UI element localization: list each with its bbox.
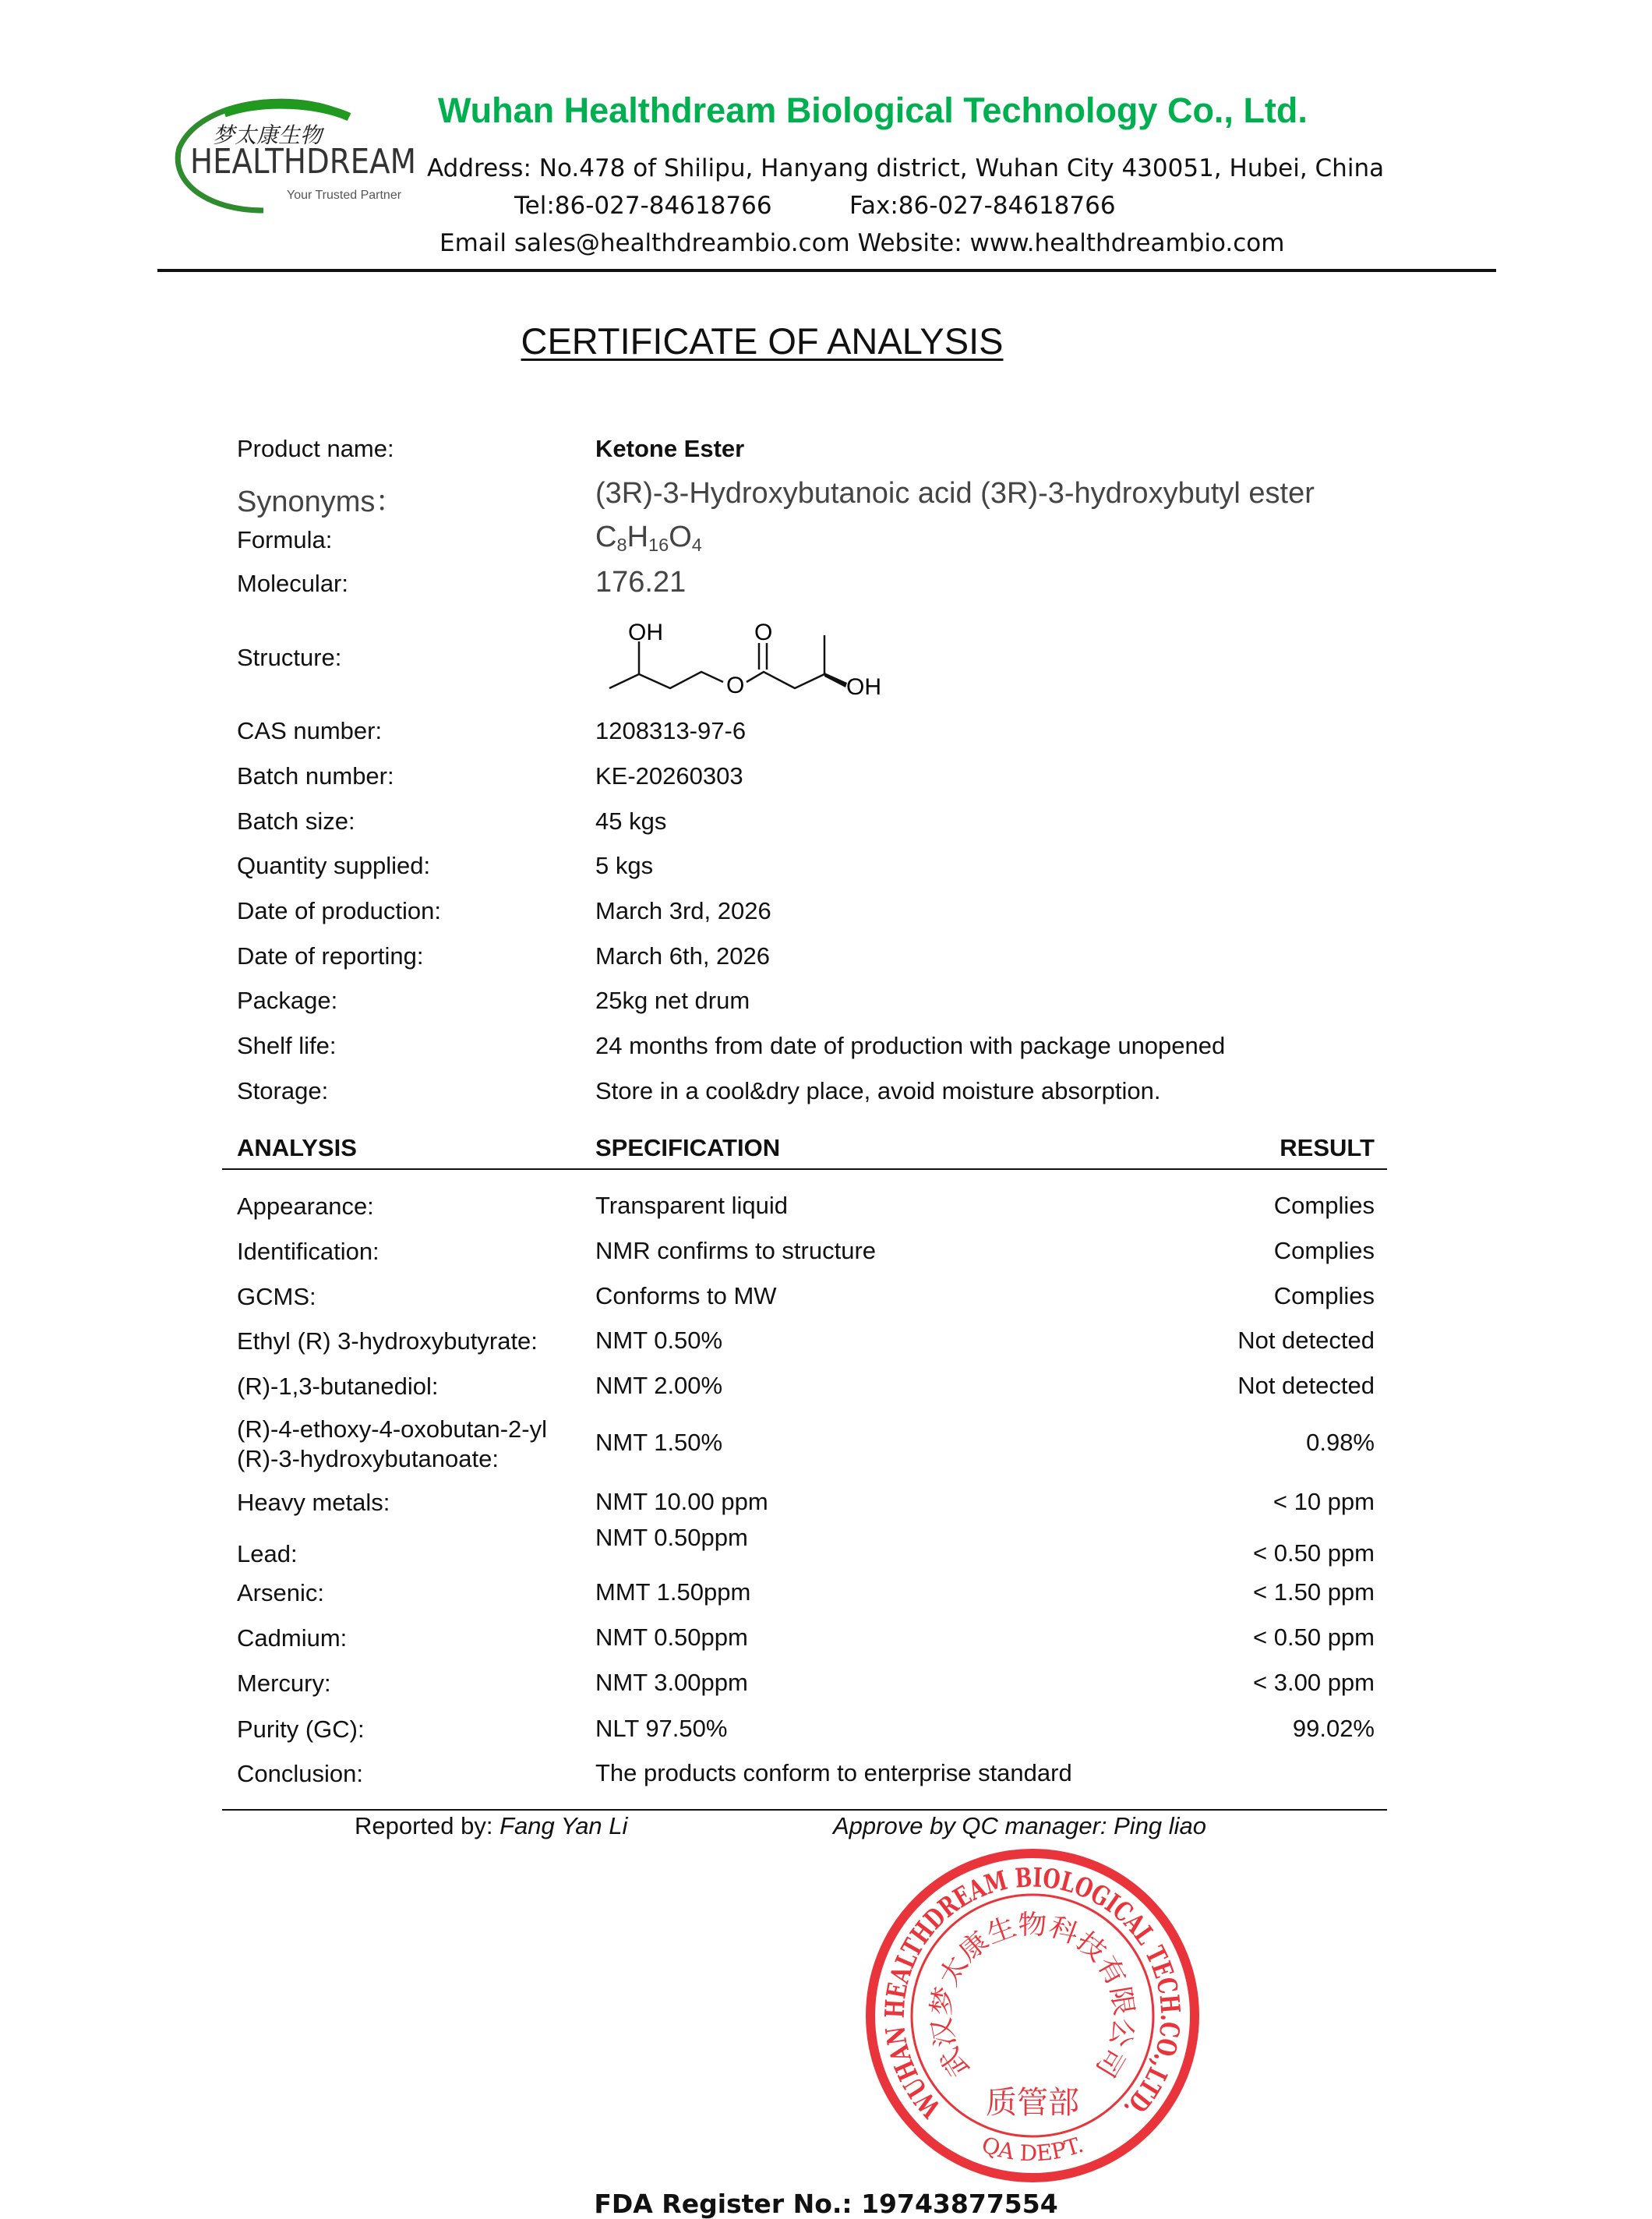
carbonyl-oxygen-label: O (754, 620, 773, 645)
logo-chinese: 梦太康生物 (213, 122, 323, 148)
analysis-header: ANALYSIS (237, 1134, 357, 1161)
analysis-result: < 10 ppm (1273, 1488, 1375, 1515)
approved-by: Approve by QC manager: Ping liao (833, 1812, 1207, 1839)
analysis-spec: NMT 0.50ppm (595, 1524, 748, 1551)
company-address: Address: No.478 of Shilipu, Hanyang district, Wuhan City 430051, Hubei, China (427, 154, 1385, 182)
stamp-inner-text: 武汉梦太康生物科技有限公司 (925, 1909, 1140, 2083)
info-value: 24 months from date of production with package unopened (595, 1032, 1226, 1059)
info-value: March 6th, 2026 (595, 942, 771, 970)
analysis-spec: NMT 1.50% (595, 1429, 723, 1456)
info-label: Batch size: (237, 807, 355, 835)
analysis-result: Not detected (1237, 1327, 1375, 1354)
analysis-result: 0.98% (1306, 1429, 1375, 1456)
info-value: 25kg net drum (595, 987, 750, 1014)
ester-oxygen-label: O (726, 673, 745, 698)
analysis-spec: NMT 0.50% (595, 1327, 723, 1354)
analysis-result: < 1.50 ppm (1253, 1578, 1375, 1606)
hydroxyl-label: OH (628, 620, 663, 645)
info-label: CAS number: (237, 717, 383, 744)
reported-by: Reported by: Fang Yan Li (355, 1812, 628, 1839)
info-label: Batch number: (237, 762, 394, 790)
company-email-website: Email sales@healthdreambio.com Website: www.healthdreambio.com (439, 229, 1285, 257)
analysis-result: < 0.50 ppm (1253, 1539, 1375, 1567)
analysis-result: Complies (1273, 1282, 1375, 1309)
hydroxyl-label: OH (846, 674, 881, 700)
stamp-outer-text: WUHAN HEALTHDREAM BIOLOGICAL TECH.CO.,LTD. (879, 1861, 1186, 2125)
info-label: Package: (237, 987, 338, 1014)
analysis-result: < 0.50 ppm (1253, 1624, 1375, 1651)
fda-register-number: FDA Register No.: 19743877554 (594, 2189, 1058, 2219)
analysis-spec: NMT 2.00% (595, 1372, 723, 1399)
analysis-spec: NMR confirms to structure (595, 1237, 877, 1264)
analysis-name: Mercury: (237, 1670, 331, 1697)
info-value: 45 kgs (595, 807, 667, 835)
analysis-spec: The products conform to enterprise standard (595, 1759, 1072, 1786)
chemical-structure (592, 612, 904, 709)
document-title: CERTIFICATE OF ANALYSIS (521, 320, 1004, 362)
info-label: Date of production: (237, 897, 441, 924)
analysis-name: (R)-1,3-butanediol: (237, 1373, 439, 1400)
molecular-label: Molecular: (237, 570, 348, 597)
analysis-result: < 3.00 ppm (1253, 1669, 1375, 1696)
analysis-name: Arsenic: (237, 1579, 324, 1606)
analysis-name: Cadmium: (237, 1624, 348, 1652)
analysis-spec: MMT 1.50ppm (595, 1578, 751, 1606)
analysis-spec: NMT 0.50ppm (595, 1624, 748, 1651)
analysis-name: Ethyl (R) 3-hydroxybutyrate: (237, 1327, 538, 1355)
company-logo (170, 94, 419, 218)
company-seal-stamp (861, 1844, 1204, 2187)
logo-tagline: Your Trusted Partner (287, 189, 402, 202)
analysis-name: Purity (GC): (237, 1715, 365, 1743)
analysis-spec: NLT 97.50% (595, 1715, 728, 1742)
info-label: Storage: (237, 1077, 329, 1104)
info-label: Quantity supplied: (237, 852, 431, 879)
analysis-spec: NMT 3.00ppm (595, 1669, 748, 1696)
analysis-spec: Conforms to MW (595, 1282, 777, 1309)
analysis-name: Appearance: (237, 1193, 374, 1220)
analysis-result: Complies (1273, 1237, 1375, 1264)
analysis-name: Conclusion: (237, 1760, 363, 1787)
synonyms-label: Synonyms： (237, 486, 405, 518)
specification-header: SPECIFICATION (595, 1134, 781, 1161)
analysis-result: 99.02% (1292, 1715, 1375, 1742)
analysis-name: (R)-4-ethoxy-4-oxobutan-2-yl (R)-3-hydroxybutanoate: (237, 1415, 547, 1472)
stamp-dept-cn: 质管部 (986, 2085, 1079, 2121)
info-value: March 3rd, 2026 (595, 897, 771, 924)
company-name: Wuhan Healthdream Biological Technology Co., Ltd. (438, 90, 1308, 130)
info-value: 5 kgs (595, 852, 654, 879)
info-value: Store in a cool&dry place, avoid moisture absorption. (595, 1077, 1161, 1104)
synonyms-value: (3R)-3-Hydroxybutanoic acid (3R)-3-hydroxybutyl ester (595, 477, 1315, 510)
info-value: 1208313-97-6 (595, 717, 747, 744)
company-tel: Tel:86-027-84618766 (514, 192, 772, 220)
analysis-name: GCMS: (237, 1283, 316, 1310)
product-name-label: Product name: (237, 435, 394, 462)
molecular-value: 176.21 (595, 566, 687, 599)
formula-label: Formula: (237, 526, 333, 553)
analysis-header-divider (222, 1168, 1387, 1170)
company-fax: Fax:86-027-84618766 (849, 192, 1116, 220)
analysis-result: Not detected (1237, 1372, 1375, 1399)
structure-label: Structure: (237, 644, 342, 671)
info-label: Shelf life: (237, 1032, 337, 1059)
analysis-spec: NMT 10.00 ppm (595, 1488, 768, 1515)
formula-value: $C_8H_{16}O_4$ (595, 521, 702, 555)
analysis-spec: Transparent liquid (595, 1192, 788, 1219)
info-value: KE-20260303 (595, 762, 743, 790)
analysis-name: Lead: (237, 1540, 298, 1567)
result-header: RESULT (1280, 1134, 1375, 1161)
product-name-value: Ketone Ester (595, 435, 745, 462)
header-divider (157, 269, 1496, 272)
logo-brand: HEALTHDREAM (190, 142, 416, 182)
info-label: Date of reporting: (237, 942, 424, 970)
analysis-name: Identification: (237, 1238, 379, 1265)
signature-divider (222, 1809, 1387, 1811)
analysis-result: Complies (1273, 1192, 1375, 1219)
analysis-name: Heavy metals: (237, 1489, 390, 1516)
stamp-dept-en: QA DEPT. (978, 2131, 1087, 2167)
